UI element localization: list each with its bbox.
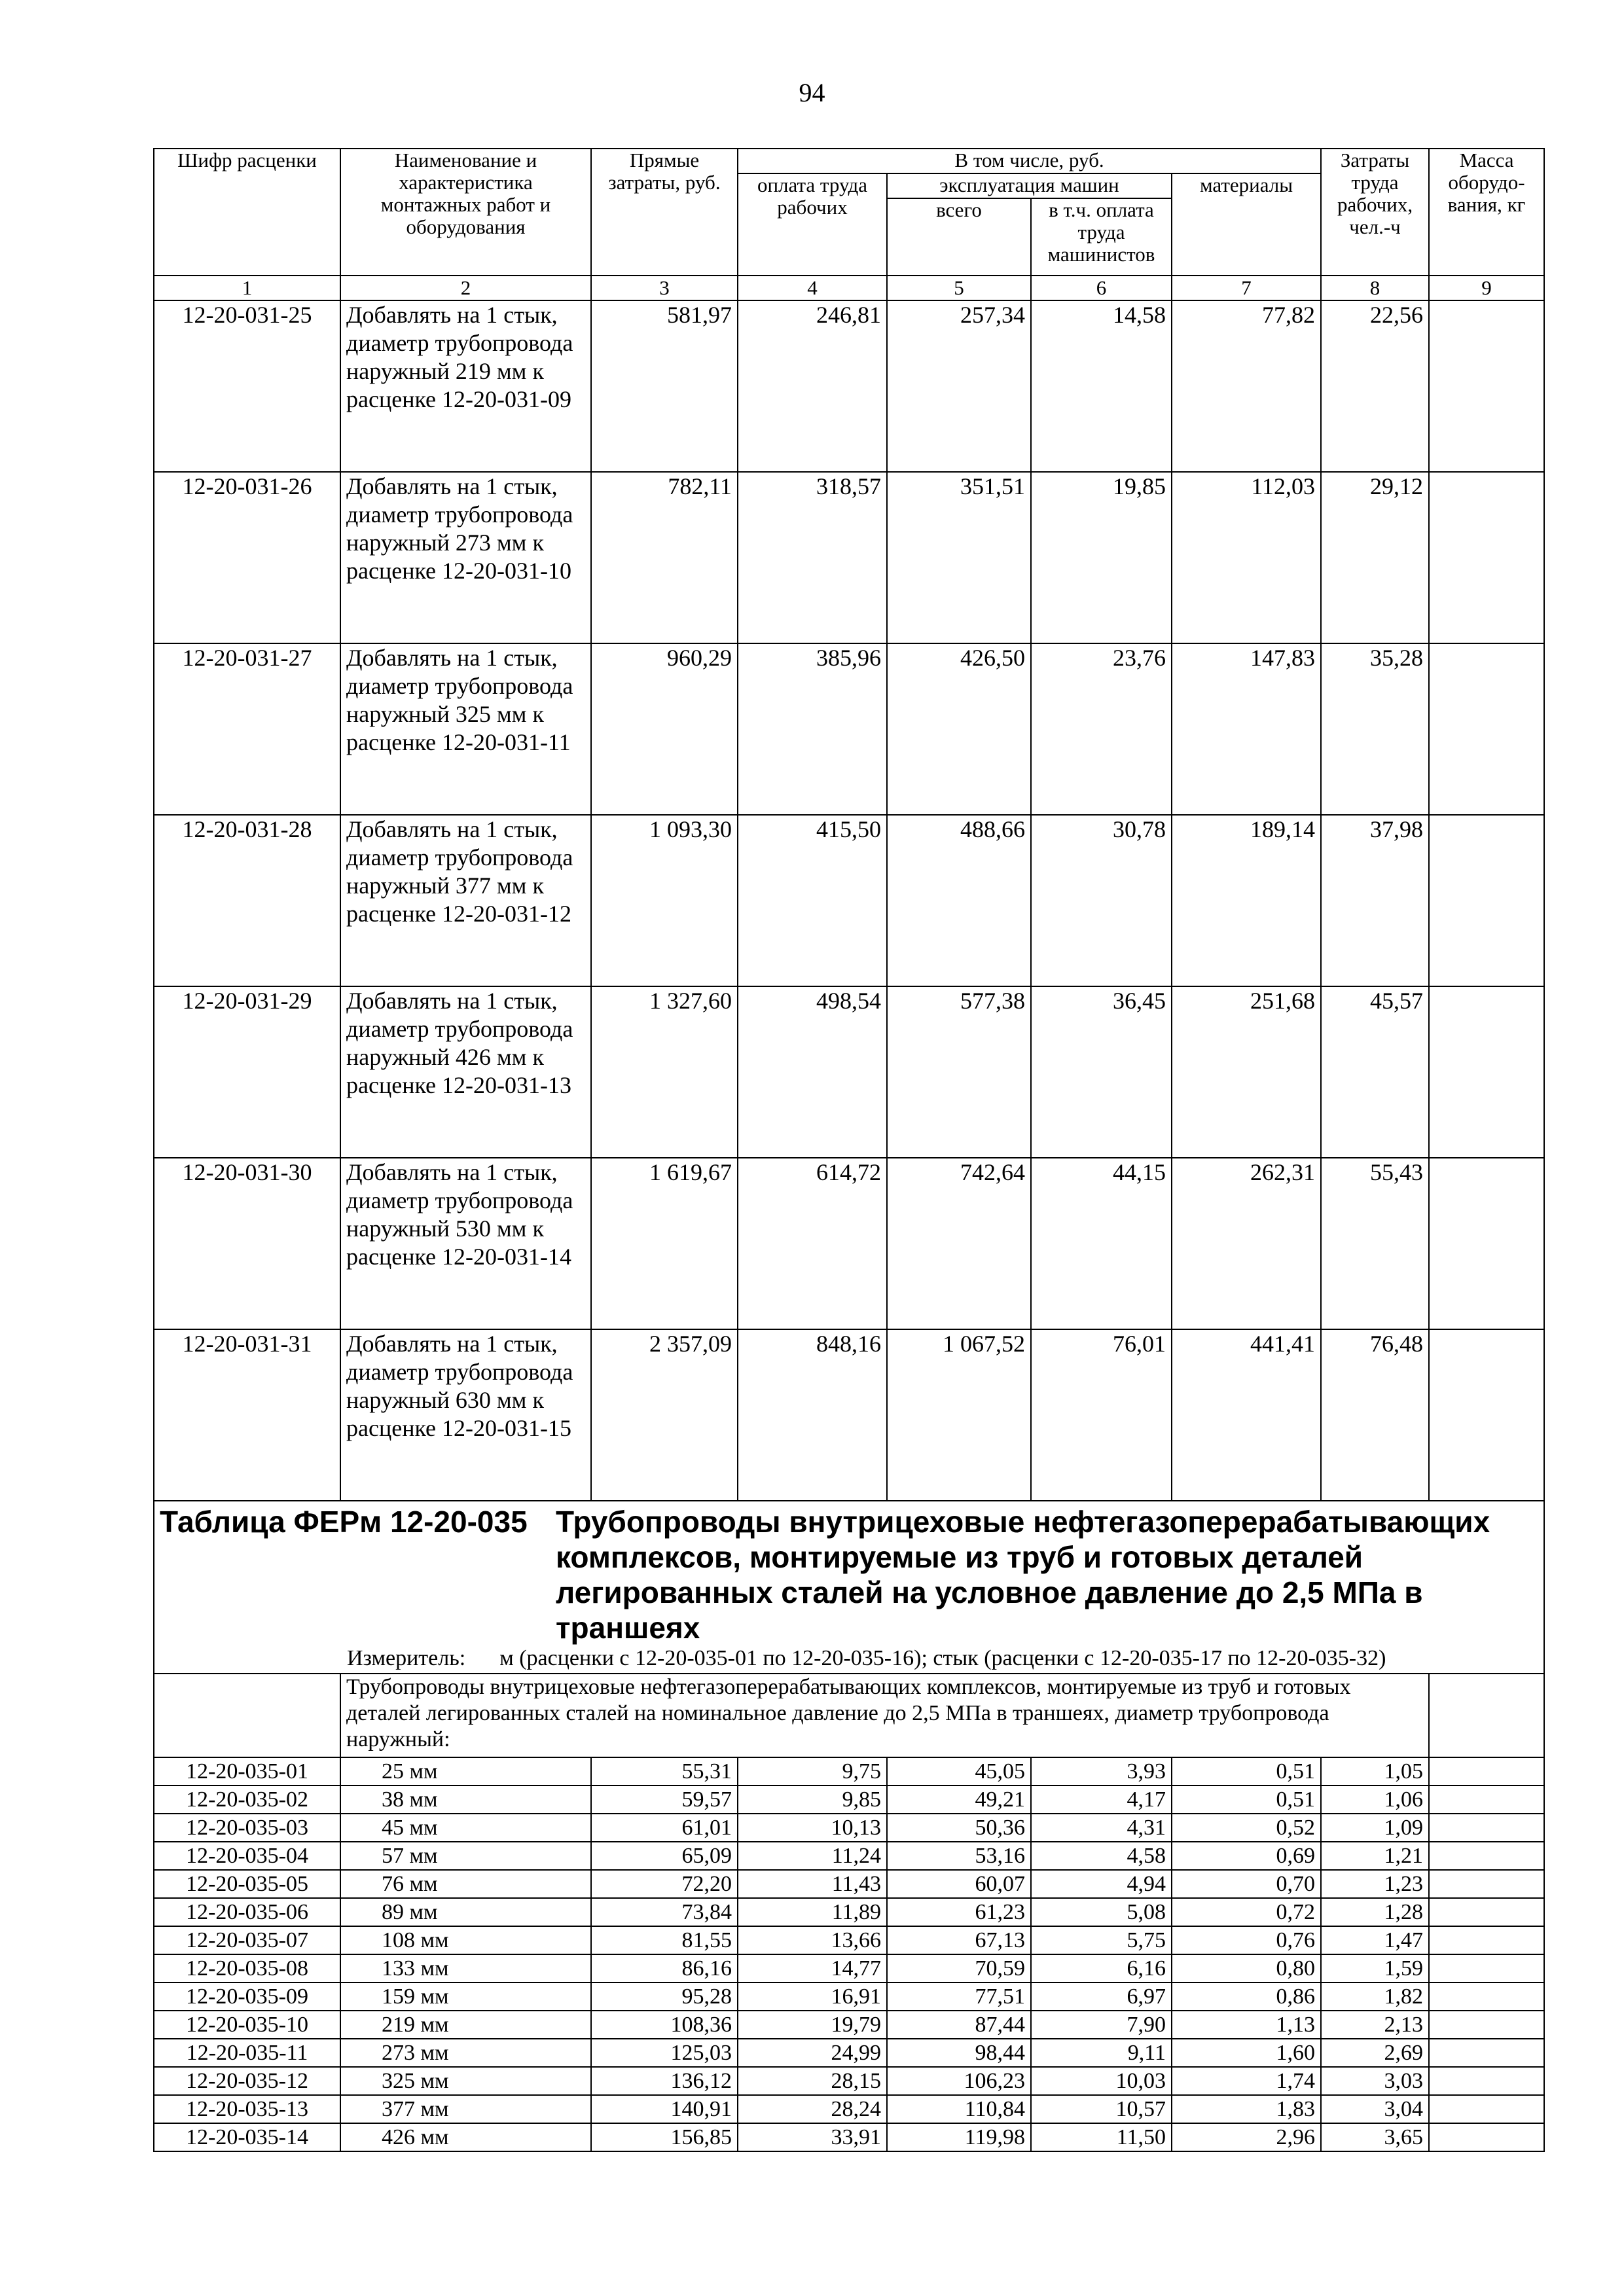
column-number: 8 bbox=[1321, 276, 1429, 300]
cell-materials: 1,13 bbox=[1172, 2011, 1321, 2039]
cell-materials: 0,86 bbox=[1172, 1982, 1321, 2011]
cell-name: 219 мм bbox=[340, 2011, 591, 2039]
cell-labor-pay: 11,43 bbox=[738, 1870, 887, 1898]
cell-direct: 95,28 bbox=[591, 1982, 738, 2011]
cell-materials: 112,03 bbox=[1172, 472, 1321, 643]
table-row bbox=[154, 2095, 1544, 2123]
cell-name: 38 мм bbox=[340, 1785, 591, 1814]
cell-direct: 86,16 bbox=[591, 1954, 738, 1982]
table-row bbox=[154, 986, 1544, 1158]
cell-mass bbox=[1429, 1898, 1544, 1926]
cell-direct: 2 357,09 bbox=[591, 1329, 738, 1501]
cell-machines-total: 98,44 bbox=[887, 2039, 1031, 2067]
table-title-label: Таблица ФЕРм 12-20-035 bbox=[160, 1505, 528, 1539]
cell-mass bbox=[1429, 300, 1544, 472]
cell-code: 12-20-031-29 bbox=[154, 986, 340, 1158]
cell-direct: 81,55 bbox=[591, 1926, 738, 1954]
cell-code: 12-20-035-05 bbox=[154, 1870, 340, 1898]
cell-labor-pay: 9,75 bbox=[738, 1757, 887, 1785]
cell-code: 12-20-035-08 bbox=[154, 1954, 340, 1982]
cell-materials: 0,51 bbox=[1172, 1785, 1321, 1814]
unit-line bbox=[160, 1645, 1538, 1673]
cell-mass bbox=[1429, 1158, 1544, 1329]
cell-materials: 0,69 bbox=[1172, 1842, 1321, 1870]
cell-labor-costs: 3,03 bbox=[1321, 2067, 1429, 2095]
cell-code: 12-20-035-01 bbox=[154, 1757, 340, 1785]
cell-machines-pay: 6,16 bbox=[1031, 1954, 1172, 1982]
cell-materials: 0,72 bbox=[1172, 1898, 1321, 1926]
cell-labor-pay: 14,77 bbox=[738, 1954, 887, 1982]
cell-labor-costs: 1,47 bbox=[1321, 1926, 1429, 1954]
cell-code: 12-20-031-26 bbox=[154, 472, 340, 643]
cell-machines-total: 488,66 bbox=[887, 815, 1031, 986]
cell-code: 12-20-031-27 bbox=[154, 643, 340, 815]
table-row bbox=[154, 643, 1544, 815]
cell-machines-pay: 76,01 bbox=[1031, 1329, 1172, 1501]
cell-materials: 441,41 bbox=[1172, 1329, 1321, 1501]
cell-name: Добавлять на 1 стык, диаметр трубопровода наружный 377 мм к расценке 12-20-031-12 bbox=[340, 815, 591, 986]
cell-code: 12-20-035-04 bbox=[154, 1842, 340, 1870]
cell-labor-pay: 385,96 bbox=[738, 643, 887, 815]
cell-machines-pay: 14,58 bbox=[1031, 300, 1172, 472]
rates-table bbox=[153, 148, 1545, 2152]
unit-label: Измеритель: bbox=[347, 1646, 466, 1670]
table-row bbox=[154, 815, 1544, 986]
cell-machines-pay: 5,08 bbox=[1031, 1898, 1172, 1926]
cell-name: Добавлять на 1 стык, диаметр трубопровода наружный 530 мм к расценке 12-20-031-14 bbox=[340, 1158, 591, 1329]
cell-name: Добавлять на 1 стык, диаметр трубопровода наружный 630 мм к расценке 12-20-031-15 bbox=[340, 1329, 591, 1501]
cell-direct: 55,31 bbox=[591, 1757, 738, 1785]
cell-machines-pay: 7,90 bbox=[1031, 2011, 1172, 2039]
cell-mass bbox=[1429, 2011, 1544, 2039]
cell-machines-total: 49,21 bbox=[887, 1785, 1031, 1814]
cell-machines-total: 61,23 bbox=[887, 1898, 1031, 1926]
cell-code: 12-20-035-11 bbox=[154, 2039, 340, 2067]
cell-machines-pay: 11,50 bbox=[1031, 2123, 1172, 2151]
column-number: 3 bbox=[591, 276, 738, 300]
cell-labor-pay: 16,91 bbox=[738, 1982, 887, 2011]
header-including: В том числе, руб. bbox=[738, 149, 1321, 173]
cell-direct: 61,01 bbox=[591, 1814, 738, 1842]
cell-direct: 136,12 bbox=[591, 2067, 738, 2095]
column-number: 5 bbox=[887, 276, 1031, 300]
cell-code: 12-20-035-03 bbox=[154, 1814, 340, 1842]
cell-labor-costs: 2,13 bbox=[1321, 2011, 1429, 2039]
table-title bbox=[160, 1501, 1538, 1645]
cell-materials: 1,60 bbox=[1172, 2039, 1321, 2067]
cell-materials: 1,74 bbox=[1172, 2067, 1321, 2095]
cell-mass bbox=[1429, 815, 1544, 986]
cell-machines-total: 87,44 bbox=[887, 2011, 1031, 2039]
cell-materials: 77,82 bbox=[1172, 300, 1321, 472]
table-title-row bbox=[154, 1501, 1544, 1674]
header-labor-pay: оплата труда рабочих bbox=[738, 173, 887, 276]
cell-materials: 1,83 bbox=[1172, 2095, 1321, 2123]
cell-mass bbox=[1429, 1329, 1544, 1501]
table-row bbox=[154, 1926, 1544, 1954]
table-row bbox=[154, 2039, 1544, 2067]
cell-direct: 1 327,60 bbox=[591, 986, 738, 1158]
cell-labor-costs: 76,48 bbox=[1321, 1329, 1429, 1501]
cell-labor-costs: 2,69 bbox=[1321, 2039, 1429, 2067]
cell-machines-pay: 30,78 bbox=[1031, 815, 1172, 986]
cell-labor-costs: 1,09 bbox=[1321, 1814, 1429, 1842]
cell-labor-costs: 1,82 bbox=[1321, 1982, 1429, 2011]
cell-machines-total: 426,50 bbox=[887, 643, 1031, 815]
cell-labor-pay: 28,24 bbox=[738, 2095, 887, 2123]
cell-code: 12-20-035-09 bbox=[154, 1982, 340, 2011]
cell-materials: 262,31 bbox=[1172, 1158, 1321, 1329]
cell-name: Добавлять на 1 стык, диаметр трубопровода наружный 426 мм к расценке 12-20-031-13 bbox=[340, 986, 591, 1158]
cell-machines-pay: 4,94 bbox=[1031, 1870, 1172, 1898]
cell-mass bbox=[1429, 2095, 1544, 2123]
cell-machines-total: 106,23 bbox=[887, 2067, 1031, 2095]
cell-machines-total: 53,16 bbox=[887, 1842, 1031, 1870]
cell-name: 377 мм bbox=[340, 2095, 591, 2123]
header-machines: эксплуатация машин bbox=[887, 173, 1172, 198]
cell-labor-costs: 22,56 bbox=[1321, 300, 1429, 472]
cell-labor-costs: 1,05 bbox=[1321, 1757, 1429, 1785]
cell-labor-pay: 498,54 bbox=[738, 986, 887, 1158]
cell-name: 159 мм bbox=[340, 1982, 591, 2011]
cell-code: 12-20-035-13 bbox=[154, 2095, 340, 2123]
cell-code: 12-20-031-30 bbox=[154, 1158, 340, 1329]
cell-name: 45 мм bbox=[340, 1814, 591, 1842]
cell-direct: 72,20 bbox=[591, 1870, 738, 1898]
header-materials: материалы bbox=[1172, 173, 1321, 276]
cell-mass bbox=[1429, 1982, 1544, 2011]
cell-labor-pay: 13,66 bbox=[738, 1926, 887, 1954]
cell-name: 25 мм bbox=[340, 1757, 591, 1785]
cell-machines-total: 257,34 bbox=[887, 300, 1031, 472]
cell-name: 89 мм bbox=[340, 1898, 591, 1926]
header-machines-pay: в т.ч. оплата труда машинистов bbox=[1031, 198, 1172, 276]
table-row bbox=[154, 2011, 1544, 2039]
cell-machines-total: 45,05 bbox=[887, 1757, 1031, 1785]
cell-machines-total: 50,36 bbox=[887, 1814, 1031, 1842]
cell-name: Добавлять на 1 стык, диаметр трубопровода наружный 325 мм к расценке 12-20-031-11 bbox=[340, 643, 591, 815]
table-row bbox=[154, 1982, 1544, 2011]
cell-direct: 59,57 bbox=[591, 1785, 738, 1814]
table-title-cell bbox=[154, 1501, 1544, 1674]
cell-direct: 73,84 bbox=[591, 1898, 738, 1926]
cell-code: 12-20-031-28 bbox=[154, 815, 340, 986]
column-number: 6 bbox=[1031, 276, 1172, 300]
cell-materials: 0,70 bbox=[1172, 1870, 1321, 1898]
cell-direct: 1 619,67 bbox=[591, 1158, 738, 1329]
cell-labor-costs: 29,12 bbox=[1321, 472, 1429, 643]
cell-machines-total: 60,07 bbox=[887, 1870, 1031, 1898]
cell-mass bbox=[1429, 1954, 1544, 1982]
column-number: 9 bbox=[1429, 276, 1544, 300]
table-row bbox=[154, 1814, 1544, 1842]
table-row bbox=[154, 2067, 1544, 2095]
cell-labor-pay: 415,50 bbox=[738, 815, 887, 986]
cell-machines-pay: 6,97 bbox=[1031, 1982, 1172, 2011]
cell-direct: 156,85 bbox=[591, 2123, 738, 2151]
cell-mass bbox=[1429, 2039, 1544, 2067]
cell-labor-pay: 848,16 bbox=[738, 1329, 887, 1501]
cell-materials: 0,52 bbox=[1172, 1814, 1321, 1842]
cell-machines-pay: 10,03 bbox=[1031, 2067, 1172, 2095]
cell-machines-pay: 23,76 bbox=[1031, 643, 1172, 815]
cell-labor-pay: 33,91 bbox=[738, 2123, 887, 2151]
table-row bbox=[154, 1329, 1544, 1501]
cell-code: 12-20-035-07 bbox=[154, 1926, 340, 1954]
cell-name: 133 мм bbox=[340, 1954, 591, 1982]
cell-labor-pay: 246,81 bbox=[738, 300, 887, 472]
cell-name: 108 мм bbox=[340, 1926, 591, 1954]
cell-labor-pay: 24,99 bbox=[738, 2039, 887, 2067]
cell-machines-total: 110,84 bbox=[887, 2095, 1031, 2123]
cell-labor-costs: 3,04 bbox=[1321, 2095, 1429, 2123]
cell-machines-total: 351,51 bbox=[887, 472, 1031, 643]
table-row bbox=[154, 472, 1544, 643]
cell-direct: 782,11 bbox=[591, 472, 738, 643]
cell-direct: 581,97 bbox=[591, 300, 738, 472]
cell-machines-pay: 9,11 bbox=[1031, 2039, 1172, 2067]
table-row bbox=[154, 1954, 1544, 1982]
header-mass: Масса оборудо-вания, кг bbox=[1429, 149, 1544, 276]
cell-labor-costs: 35,28 bbox=[1321, 643, 1429, 815]
cell-labor-pay: 9,85 bbox=[738, 1785, 887, 1814]
cell-code: 12-20-035-06 bbox=[154, 1898, 340, 1926]
header-name: Наименование и характеристика монтажных работ и оборудования bbox=[340, 149, 591, 276]
header-code: Шифр расценки bbox=[154, 149, 340, 276]
cell-materials: 189,14 bbox=[1172, 815, 1321, 986]
cell-machines-pay: 5,75 bbox=[1031, 1926, 1172, 1954]
cell-code: 12-20-035-12 bbox=[154, 2067, 340, 2095]
cell-materials: 0,76 bbox=[1172, 1926, 1321, 1954]
column-number: 4 bbox=[738, 276, 887, 300]
cell-name: 273 мм bbox=[340, 2039, 591, 2067]
cell-labor-costs: 45,57 bbox=[1321, 986, 1429, 1158]
cell-direct: 65,09 bbox=[591, 1842, 738, 1870]
cell-materials: 0,80 bbox=[1172, 1954, 1321, 1982]
header-labor-costs: Затраты труда рабочих, чел.-ч bbox=[1321, 149, 1429, 276]
cell-materials: 2,96 bbox=[1172, 2123, 1321, 2151]
cell-name: Добавлять на 1 стык, диаметр трубопровода наружный 219 мм к расценке 12-20-031-09 bbox=[340, 300, 591, 472]
cell-labor-costs: 1,21 bbox=[1321, 1842, 1429, 1870]
cell-labor-costs: 3,65 bbox=[1321, 2123, 1429, 2151]
cell-mass bbox=[1429, 1757, 1544, 1785]
intro-row bbox=[154, 1674, 1544, 1757]
cell-machines-pay: 19,85 bbox=[1031, 472, 1172, 643]
cell-machines-pay: 4,31 bbox=[1031, 1814, 1172, 1842]
table-row bbox=[154, 1785, 1544, 1814]
cell-mass bbox=[1429, 1785, 1544, 1814]
cell-mass bbox=[1429, 1842, 1544, 1870]
column-numbers-row bbox=[154, 276, 1544, 300]
cell-machines-pay: 4,17 bbox=[1031, 1785, 1172, 1814]
cell-mass bbox=[1429, 1926, 1544, 1954]
cell-machines-pay: 3,93 bbox=[1031, 1757, 1172, 1785]
cell-mass bbox=[1429, 472, 1544, 643]
cell-labor-pay: 318,57 bbox=[738, 472, 887, 643]
cell-name: Добавлять на 1 стык, диаметр трубопровода наружный 273 мм к расценке 12-20-031-10 bbox=[340, 472, 591, 643]
cell-labor-costs: 55,43 bbox=[1321, 1158, 1429, 1329]
cell-code: 12-20-031-31 bbox=[154, 1329, 340, 1501]
table-row bbox=[154, 1842, 1544, 1870]
cell-direct: 1 093,30 bbox=[591, 815, 738, 986]
cell-machines-total: 77,51 bbox=[887, 1982, 1031, 2011]
cell-labor-costs: 1,59 bbox=[1321, 1954, 1429, 1982]
cell-materials: 147,83 bbox=[1172, 643, 1321, 815]
table-row bbox=[154, 1898, 1544, 1926]
cell-labor-costs: 1,28 bbox=[1321, 1898, 1429, 1926]
cell-name: 76 мм bbox=[340, 1870, 591, 1898]
table-row bbox=[154, 300, 1544, 472]
cell-name: 426 мм bbox=[340, 2123, 591, 2151]
cell-direct: 108,36 bbox=[591, 2011, 738, 2039]
cell-code: 12-20-035-10 bbox=[154, 2011, 340, 2039]
cell-machines-total: 67,13 bbox=[887, 1926, 1031, 1954]
cell-mass bbox=[1429, 1870, 1544, 1898]
cell-labor-pay: 19,79 bbox=[738, 2011, 887, 2039]
cell-code: 12-20-031-25 bbox=[154, 300, 340, 472]
cell-machines-pay: 36,45 bbox=[1031, 986, 1172, 1158]
cell-labor-costs: 37,98 bbox=[1321, 815, 1429, 986]
header-direct: Прямые затраты, руб. bbox=[591, 149, 738, 276]
page-number: 94 bbox=[799, 78, 825, 107]
cell-direct: 140,91 bbox=[591, 2095, 738, 2123]
cell-mass bbox=[1429, 2123, 1544, 2151]
header-machines-total: всего bbox=[887, 198, 1031, 276]
cell-machines-total: 742,64 bbox=[887, 1158, 1031, 1329]
cell-machines-total: 119,98 bbox=[887, 2123, 1031, 2151]
cell-code: 12-20-035-14 bbox=[154, 2123, 340, 2151]
table-row bbox=[154, 1158, 1544, 1329]
cell-mass bbox=[1429, 986, 1544, 1158]
table-row bbox=[154, 1757, 1544, 1785]
column-number: 7 bbox=[1172, 276, 1321, 300]
table-body bbox=[154, 276, 1544, 2151]
table-row bbox=[154, 1870, 1544, 1898]
cell-materials: 251,68 bbox=[1172, 986, 1321, 1158]
table-title-text: Трубопроводы внутрицеховые нефтегазоперерабатывающих комплексов, монтируемые из труб и готовых деталей легированных сталей на условное давление до 2,5 МПа в траншеях bbox=[556, 1505, 1490, 1645]
cell-materials: 0,51 bbox=[1172, 1757, 1321, 1785]
cell-name: 325 мм bbox=[340, 2067, 591, 2095]
cell-name: 57 мм bbox=[340, 1842, 591, 1870]
unit-text: м (расценки с 12-20-035-01 по 12-20-035-16); стык (расценки с 12-20-035-17 по 12-20-035-32) bbox=[499, 1646, 1386, 1670]
cell-machines-pay: 4,58 bbox=[1031, 1842, 1172, 1870]
table-row bbox=[154, 2123, 1544, 2151]
cell-labor-pay: 10,13 bbox=[738, 1814, 887, 1842]
cell-labor-costs: 1,23 bbox=[1321, 1870, 1429, 1898]
cell-machines-pay: 10,57 bbox=[1031, 2095, 1172, 2123]
cell-labor-costs: 1,06 bbox=[1321, 1785, 1429, 1814]
cell-direct: 125,03 bbox=[591, 2039, 738, 2067]
intro-text: Трубопроводы внутрицеховые нефтегазоперерабатывающих комплексов, монтируемые из труб и готовых деталей легированных сталей на номинальное давление до 2,5 МПа в траншеях, диаметр трубопровода наружный: bbox=[340, 1674, 1429, 1757]
cell-direct: 960,29 bbox=[591, 643, 738, 815]
cell-mass bbox=[1429, 643, 1544, 815]
cell-machines-total: 577,38 bbox=[887, 986, 1031, 1158]
cell-machines-pay: 44,15 bbox=[1031, 1158, 1172, 1329]
column-number: 1 bbox=[154, 276, 340, 300]
cell-labor-pay: 28,15 bbox=[738, 2067, 887, 2095]
cell-labor-pay: 614,72 bbox=[738, 1158, 887, 1329]
cell-labor-pay: 11,89 bbox=[738, 1898, 887, 1926]
column-number: 2 bbox=[340, 276, 591, 300]
cell-code: 12-20-035-02 bbox=[154, 1785, 340, 1814]
cell-mass bbox=[1429, 1814, 1544, 1842]
cell-machines-total: 70,59 bbox=[887, 1954, 1031, 1982]
cell-mass bbox=[1429, 2067, 1544, 2095]
cell-machines-total: 1 067,52 bbox=[887, 1329, 1031, 1501]
cell-labor-pay: 11,24 bbox=[738, 1842, 887, 1870]
